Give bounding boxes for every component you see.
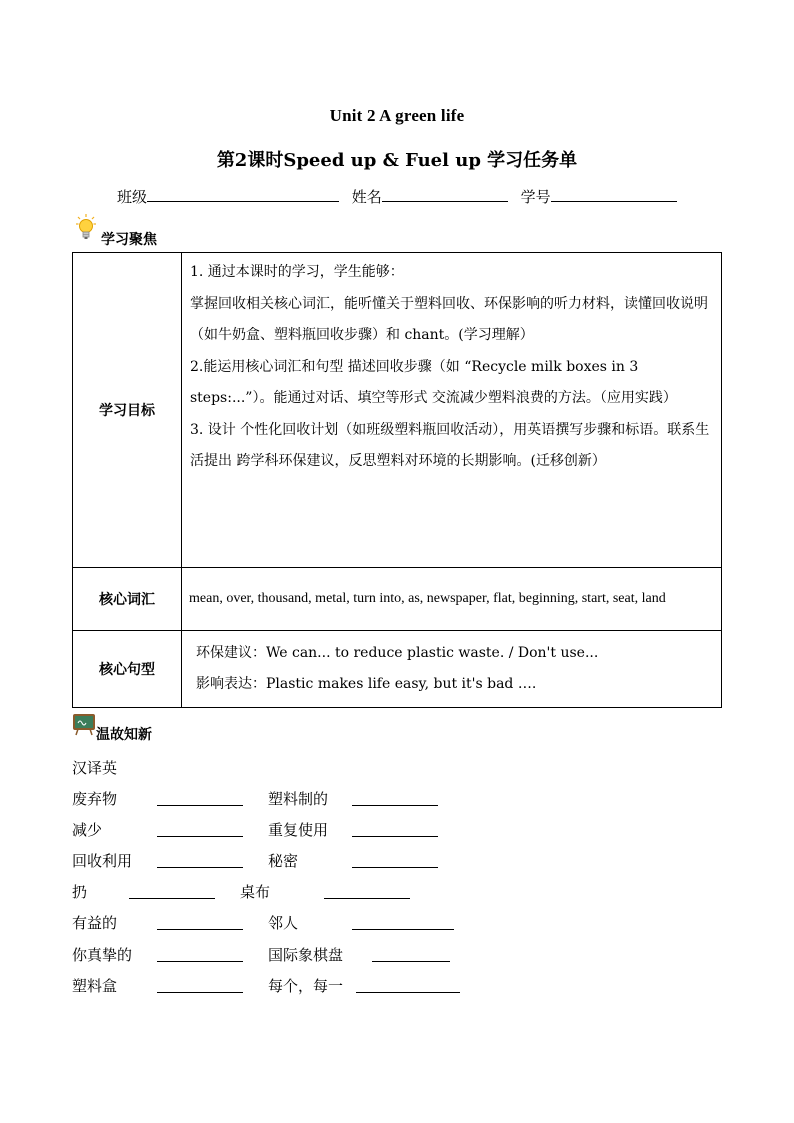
answer-blank[interactable] (352, 805, 438, 806)
answer-blank[interactable] (157, 961, 243, 962)
goal-line: 掌握回收相关核心词汇，能听懂关于塑料回收、环保影响的听力材料，读懂回收说明（如牛奶盒、塑料瓶回收步骤）和 chant。(学习理解） (190, 295, 708, 343)
answer-blank[interactable] (324, 898, 410, 899)
learning-focus-table (72, 252, 722, 708)
chinese-term: 塑料盒 (72, 977, 118, 995)
chinese-term: 秘密 (268, 852, 299, 870)
chinese-term: 扔 (72, 883, 88, 901)
goal-line: 3. 设计 个性化回收计划（如班级塑料瓶回收活动），用英语撰写步骤和标语。联系生活提出 跨学科环保建议，反思塑料对环境的长期影响。(迁移创新） (190, 421, 710, 469)
answer-blank[interactable] (356, 992, 460, 993)
answer-blank[interactable] (157, 805, 243, 806)
answer-blank[interactable] (352, 836, 438, 837)
answer-blank[interactable] (129, 898, 215, 899)
number-label: 学号 (520, 188, 551, 206)
focus-heading: 学习聚焦 (101, 232, 157, 248)
name-label: 姓名 (351, 188, 382, 206)
vocab-label: 核心词汇 (73, 568, 182, 631)
class-label: 班级 (117, 188, 148, 206)
chinese-term: 重复使用 (268, 821, 329, 839)
chinese-term: 你真挚的 (72, 946, 133, 964)
task-label: 汉译英 (72, 759, 118, 777)
goals-label: 学习目标 (73, 253, 182, 568)
sentence-label: 核心句型 (73, 631, 182, 708)
document-title: Unit 2 A green life (329, 106, 465, 125)
goal-line: 1. 通过本课时的学习，学生能够： (190, 264, 404, 280)
class-blank[interactable] (147, 186, 339, 202)
document-subtitle: 第2课时Speed up & Fuel up 学习任务单 (216, 150, 578, 171)
chinese-term: 回收利用 (72, 852, 133, 870)
answer-blank[interactable] (352, 867, 438, 868)
chinese-term: 废弃物 (72, 790, 118, 808)
answer-blank[interactable] (157, 929, 243, 930)
number-blank[interactable] (551, 186, 677, 202)
answer-blank[interactable] (157, 836, 243, 837)
review-heading: 温故知新 (96, 727, 152, 743)
answer-blank[interactable] (352, 929, 454, 930)
goal-line: 2.能运用核心词汇和句型 描述回收步骤（如 “Recycle milk boxes in 3 steps:...”）。能通过对话、填空等形式 交流减少塑料浪费的方法。（应用实践） (190, 358, 677, 406)
lightbulb-icon (76, 214, 96, 246)
chinese-term: 减少 (72, 821, 103, 839)
name-blank[interactable] (382, 186, 508, 202)
chinese-term: 国际象棋盘 (268, 946, 344, 964)
chinese-term: 塑料制的 (268, 790, 329, 808)
chinese-term: 邻人 (268, 914, 299, 932)
chinese-term: 有益的 (72, 914, 118, 932)
blackboard-icon (73, 714, 95, 740)
sentence-line: 环保建议：We can... to reduce plastic waste. / Don't use... (196, 644, 599, 661)
chinese-term: 桌布 (240, 883, 271, 901)
answer-blank[interactable] (157, 992, 243, 993)
sentence-line: 影响表达：Plastic makes life easy, but it's bad …. (196, 676, 537, 692)
chinese-term: 每个，每一 (268, 977, 344, 995)
answer-blank[interactable] (157, 867, 243, 868)
answer-blank[interactable] (372, 961, 450, 962)
student-info-line (117, 186, 685, 207)
sentence-cell (182, 631, 722, 708)
goals-cell (182, 253, 722, 568)
vocab-cell: mean, over, thousand, metal, turn into, as, newspaper, flat, beginning, start, seat, land (182, 568, 722, 631)
